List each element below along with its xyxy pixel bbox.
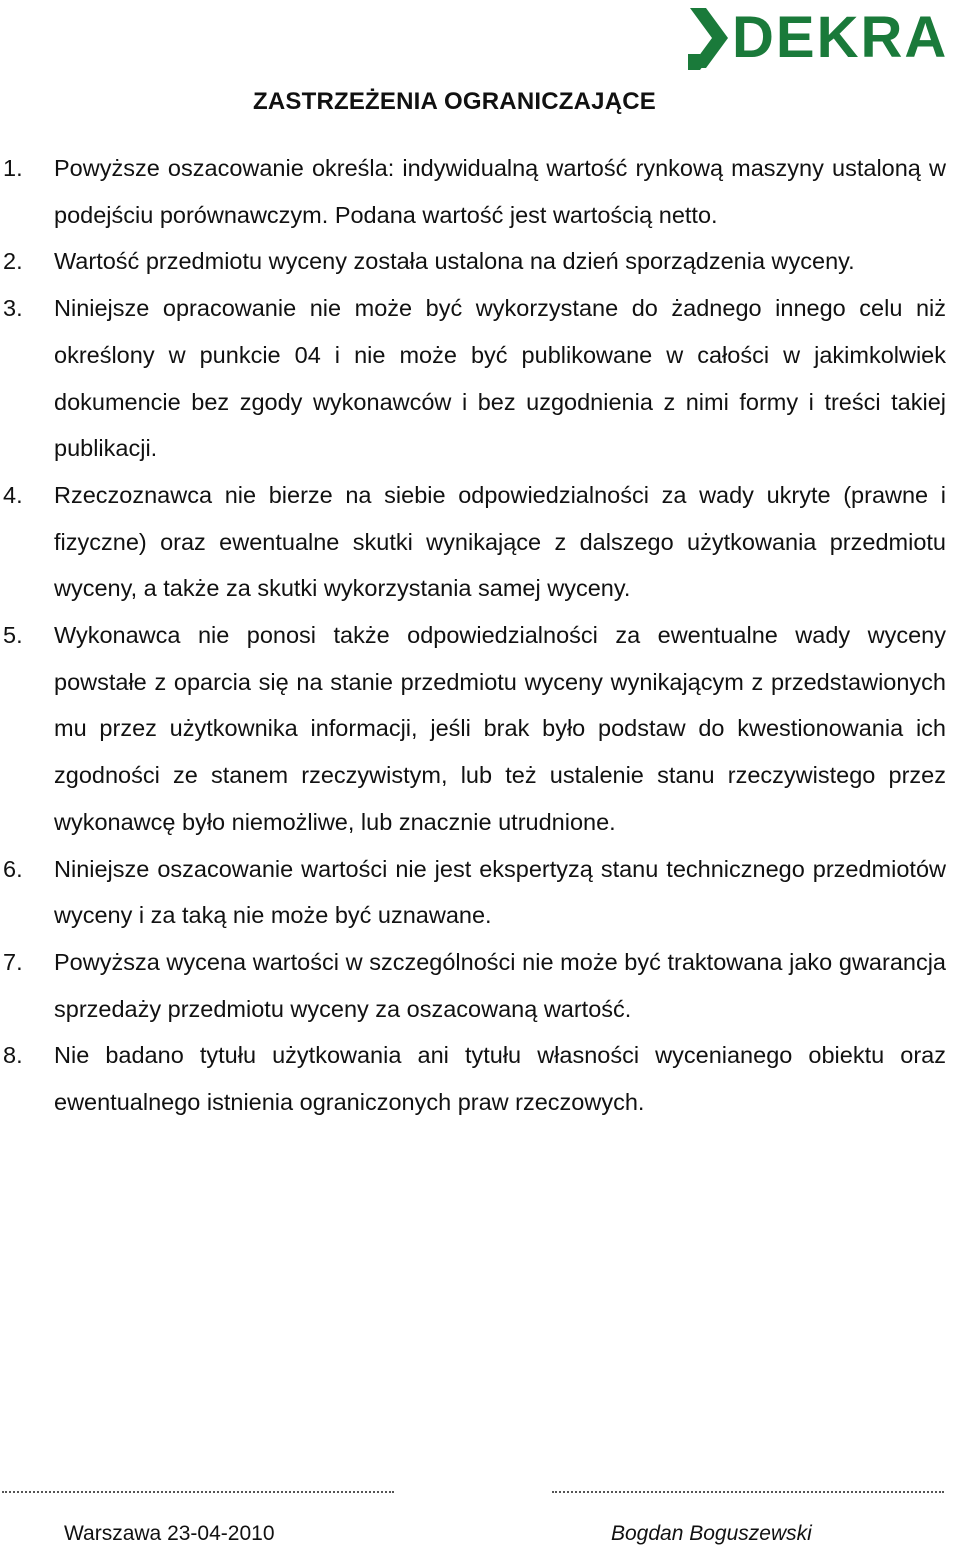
restrictions-list xyxy=(0,145,960,1126)
item-number: 1. xyxy=(3,155,23,181)
item-number: 8. xyxy=(3,1042,23,1069)
list-item xyxy=(0,612,960,846)
item-text: Niniejsze opracowanie nie może być wykorzystane do żadnego innego celu niż określony w punkcie 04 i nie może być publikowane w całości w jakimkolwiek dokumencie bez zgody wykonawców i bez uzgodnienia z nimi formy i treści takiej publikacji. xyxy=(54,295,946,462)
item-text: Powyższa wycena wartości w szczególności nie może być traktowana jako gwarancja sprzedaży przedmiotu wyceny za oszacowaną wartość. xyxy=(54,948,946,1022)
item-number: 5. xyxy=(3,622,23,649)
list-item xyxy=(0,846,960,939)
item-text: Wykonawca nie ponosi także odpowiedzialności za ewentualne wady wyceny powstałe z oparcia się na stanie przedmiotu wyceny wynikającym z przedstawionych mu przez użytkownika informacji, jeśli brak było podstaw do kwestionowania ich zgodności ze stanem rzeczywistym, lub też ustalenie stanu rzeczywistego przez wykonawcę było niemożliwe, lub znacznie utrudnione. xyxy=(54,622,946,835)
item-text: Powyższe oszacowanie określa: indywidualną wartość rynkową maszyny ustaloną w podejściu porównawczym. Podana wartość jest wartością netto. xyxy=(54,155,946,228)
dekra-logo xyxy=(684,2,956,74)
list-item xyxy=(0,939,960,1032)
item-text: Nie badano tytułu użytkowania ani tytułu własności wycenianego obiektu oraz ewentualnego istnienia ograniczonych praw rzeczowych. xyxy=(54,1042,946,1116)
place-date: Warszawa 23-04-2010 xyxy=(64,1522,275,1545)
dekra-logo-wordmark: DEKRA xyxy=(732,5,949,70)
item-text: Niniejsze oszacowanie wartości nie jest ekspertyzą stanu technicznego przedmiotów wyceny i za taką nie może być uznawane. xyxy=(54,855,946,929)
list-item xyxy=(0,1032,960,1125)
signature-line-left xyxy=(2,1491,394,1493)
signatory-name: Bogdan Boguszewski xyxy=(611,1522,812,1545)
list-item xyxy=(0,238,960,285)
item-number: 2. xyxy=(3,248,23,275)
dekra-logo-graphic xyxy=(684,2,956,74)
item-number: 6. xyxy=(3,855,23,882)
item-number: 4. xyxy=(3,481,23,508)
signature-line-right xyxy=(552,1491,944,1493)
page-title: ZASTRZEŻENIA OGRANICZAJĄCE xyxy=(253,88,656,115)
item-number: 3. xyxy=(3,295,23,322)
list-item xyxy=(0,472,960,612)
list-item xyxy=(0,145,960,238)
item-number: 7. xyxy=(3,948,23,975)
item-text: Wartość przedmiotu wyceny została ustalona na dzień sporządzenia wyceny. xyxy=(54,248,855,275)
item-text: Rzeczoznawca nie bierze na siebie odpowiedzialności za wady ukryte (prawne i fizyczne) oraz ewentualne skutki wynikające z dalszego użytkowania przedmiotu wyceny, a także za skutki wykorzystania samej wyceny. xyxy=(54,481,946,602)
list-item xyxy=(0,285,960,472)
